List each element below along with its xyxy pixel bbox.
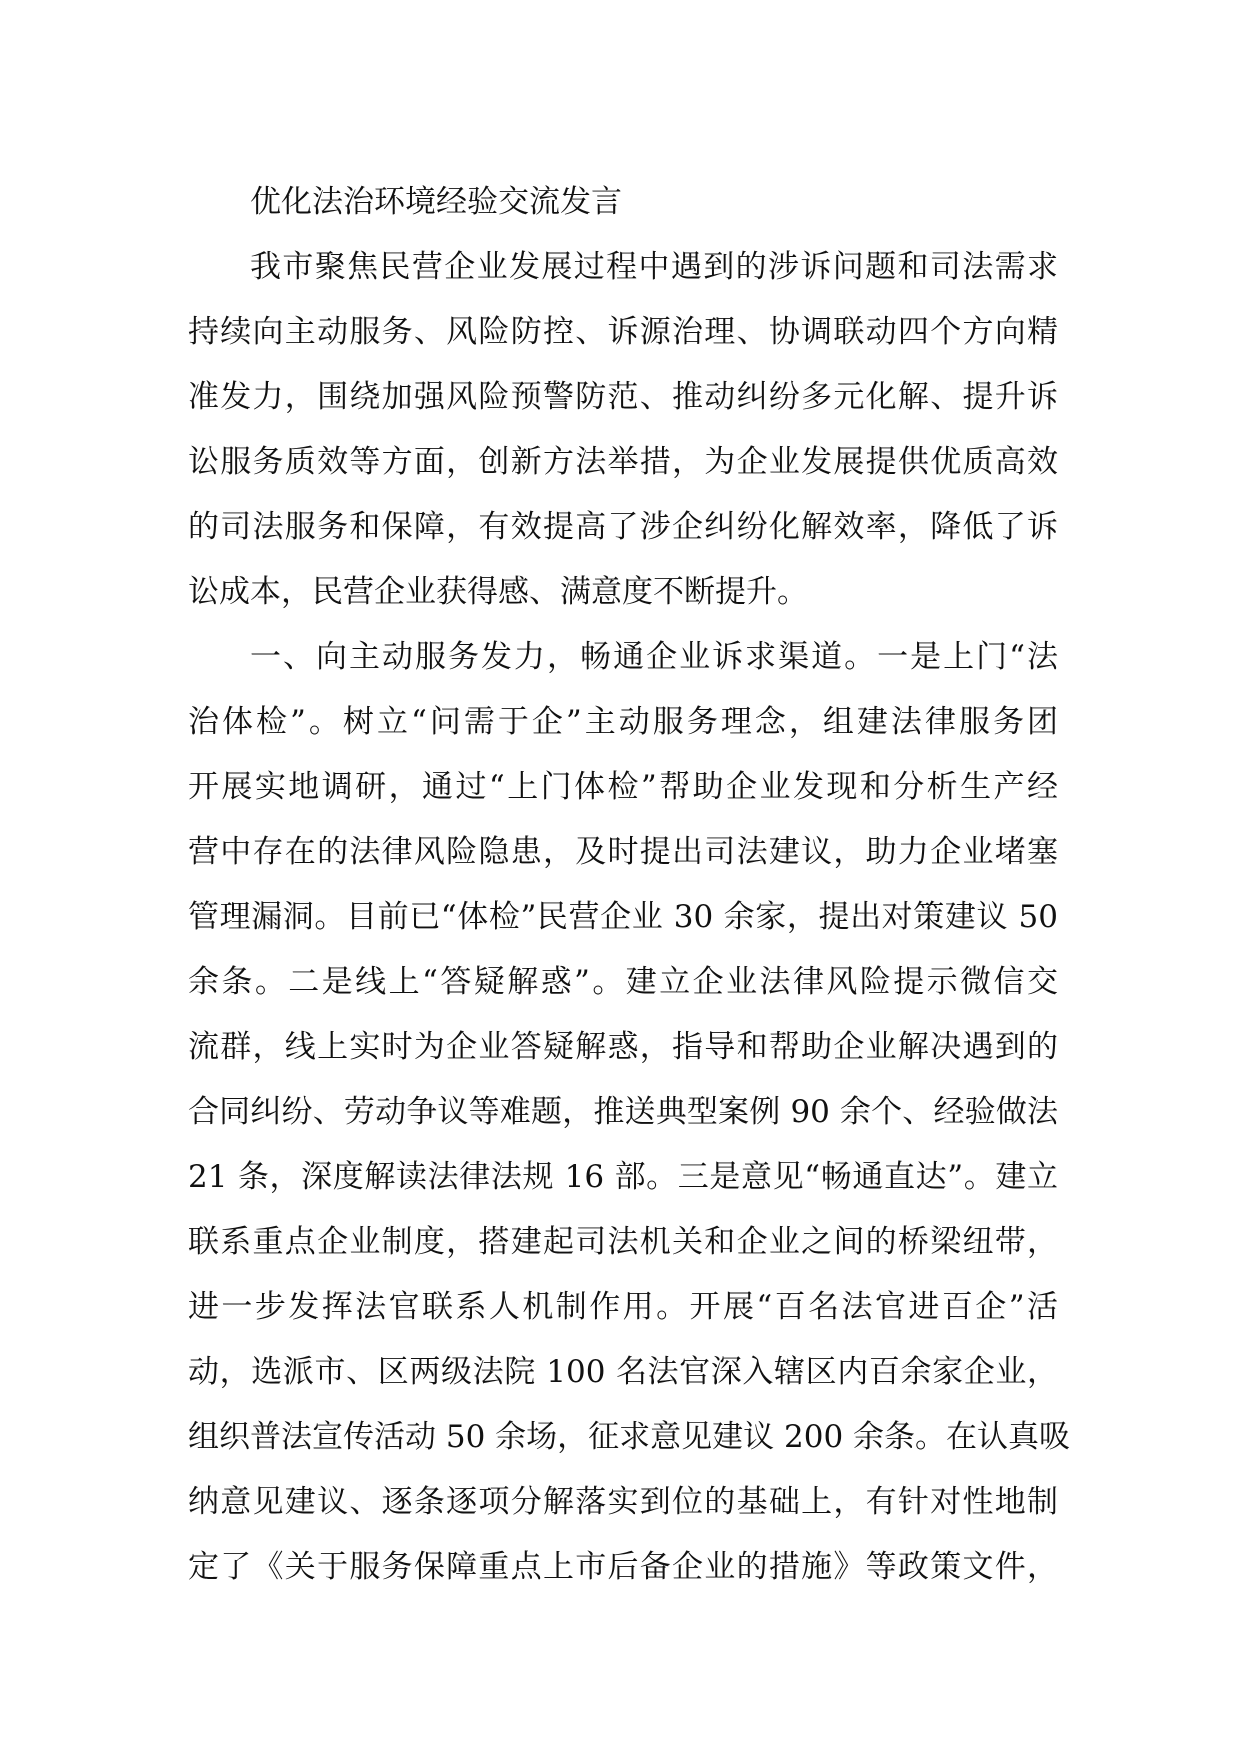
text-line: 管理漏洞。目前已“体检”民营企业 30 余家，提出对策建议 50 bbox=[188, 899, 1058, 935]
document-content bbox=[188, 170, 1071, 1600]
document-title: 优化法治环境经验交流发言 bbox=[250, 184, 622, 220]
text-line: 准发力，围绕加强风险预警防范、推动纠纷多元化解、提升诉 bbox=[188, 379, 1058, 415]
text-line: 营中存在的法律风险隐患，及时提出司法建议，助力企业堵塞 bbox=[188, 834, 1058, 870]
text-line: 纳意见建议、逐条逐项分解落实到位的基础上，有针对性地制 bbox=[188, 1484, 1058, 1520]
text-line: 合同纠纷、劳动争议等难题，推送典型案例 90 余个、经验做法 bbox=[188, 1094, 1058, 1130]
text-line: 流群，线上实时为企业答疑解惑，指导和帮助企业解决遇到的 bbox=[188, 1029, 1058, 1065]
text-line: 动，选派市、区两级法院 100 名法官深入辖区内百余家企业， bbox=[188, 1354, 1058, 1390]
text-line: 治体检”。树立“问需于企”主动服务理念，组建法律服务团 bbox=[188, 704, 1058, 740]
text-line: 我市聚焦民营企业发展过程中遇到的涉诉问题和司法需求 bbox=[250, 249, 1058, 285]
text-line: 余条。二是线上“答疑解惑”。建立企业法律风险提示微信交 bbox=[188, 964, 1058, 1000]
text-line: 进一步发挥法官联系人机制作用。开展“百名法官进百企”活 bbox=[188, 1289, 1058, 1325]
text-line: 一、向主动服务发力，畅通企业诉求渠道。一是上门“法 bbox=[250, 639, 1058, 675]
text-line: 联系重点企业制度，搭建起司法机关和企业之间的桥梁纽带， bbox=[188, 1224, 1058, 1260]
text-line: 组织普法宣传活动 50 余场，征求意见建议 200 余条。在认真吸 bbox=[188, 1419, 1071, 1455]
text-line: 21 条，深度解读法律法规 16 部。三是意见“畅通直达”。建立 bbox=[188, 1159, 1058, 1195]
text-line: 开展实地调研，通过“上门体检”帮助企业发现和分析生产经 bbox=[188, 769, 1058, 805]
text-line: 讼服务质效等方面，创新方法举措，为企业发展提供优质高效 bbox=[188, 444, 1058, 480]
document-body bbox=[188, 235, 1071, 1600]
text-line: 定了《关于服务保障重点上市后备企业的措施》等政策文件， bbox=[188, 1549, 1058, 1585]
text-line: 讼成本，民营企业获得感、满意度不断提升。 bbox=[188, 574, 808, 610]
text-line: 持续向主动服务、风险防控、诉源治理、协调联动四个方向精 bbox=[188, 314, 1058, 350]
text-line: 的司法服务和保障，有效提高了涉企纠纷化解效率，降低了诉 bbox=[188, 509, 1058, 545]
